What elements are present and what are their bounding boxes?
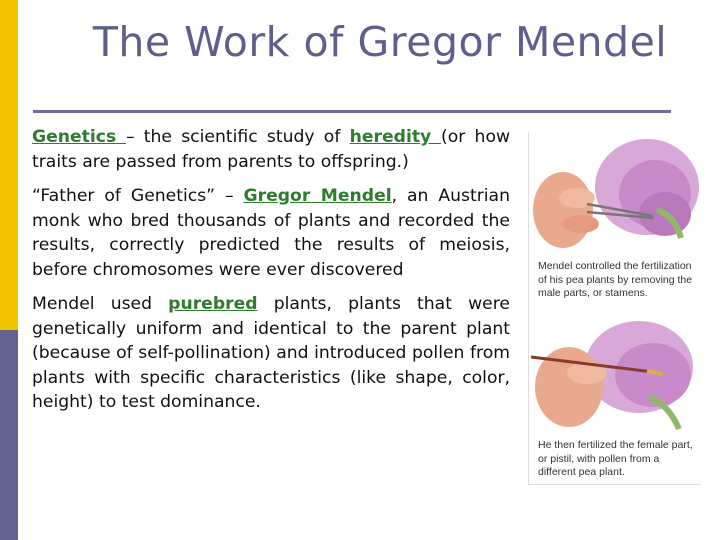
pea-plant-figure bbox=[528, 132, 701, 485]
paragraph-text: (or how traits are passed from parents to offspring.) bbox=[32, 127, 511, 172]
term-genetics: Genetics bbox=[32, 127, 126, 147]
term-gregor-mendel: Gregor Mendel bbox=[243, 186, 392, 206]
term-purebred: purebred bbox=[168, 294, 258, 314]
paragraph-text: Mendel used bbox=[32, 294, 169, 314]
flower-pollination-illustration bbox=[529, 317, 701, 437]
slide-title: The Work of Gregor Mendel bbox=[92, 18, 668, 66]
paragraph-purebred bbox=[32, 292, 510, 415]
paragraph-text: plants, plants that were genetically uniform and identical to the parent plant (because of self-pollination) and introduced pollen from plants with specific characteristics (like shape, color, height) to test dominance. bbox=[32, 294, 510, 412]
figure-caption-1: Mendel controlled the fertilization of his pea plants by removing the male parts, or stamens. bbox=[538, 260, 693, 299]
paragraph-text: , an Austrian monk who bred thousands of plants and recorded the results, correctly predicted the results of meiosis, before chromosomes were ever discovered bbox=[32, 186, 510, 280]
paragraph-text: – the scientific study of bbox=[125, 127, 350, 147]
paragraph-father-of-genetics bbox=[32, 184, 510, 282]
accent-bar-navy bbox=[0, 330, 18, 540]
accent-bar-yellow bbox=[0, 0, 18, 330]
flower-stamen-removal-illustration bbox=[529, 132, 701, 257]
paragraph-genetics bbox=[32, 125, 510, 174]
figure-caption-2: He then fertilized the female part, or pistil, with pollen from a different pea plant. bbox=[538, 439, 693, 478]
term-heredity: heredity bbox=[349, 127, 442, 147]
title-divider bbox=[33, 110, 671, 113]
paragraph-text: “Father of Genetics” – bbox=[32, 186, 244, 206]
